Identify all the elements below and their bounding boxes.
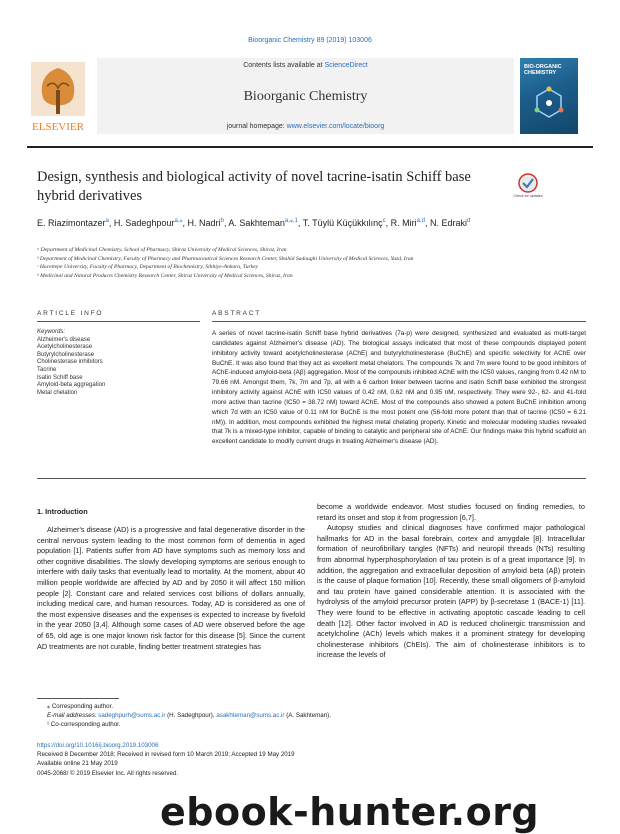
keyword: Butyrylcholinesterase xyxy=(37,351,95,358)
affiliation-d: ᵈ Medicinal and Natural Products Chemistry Research Center, Shiraz University of Medical Sciences, Shiraz, Iran xyxy=(37,272,293,279)
abstract-rule xyxy=(212,321,586,322)
keyword: Tacrine xyxy=(37,366,57,373)
journal-header xyxy=(27,58,593,138)
affiliation-list xyxy=(37,246,597,280)
intro-paragraph-1-cont: become a worldwide endeavor. Most studies focused on finding remedies, to retard its onset and stop it from progression [6,7]. xyxy=(317,502,585,522)
email-link-1[interactable]: sadeghpurh@sums.ac.ir xyxy=(98,712,166,719)
doi-link[interactable]: https://doi.org/10.1016/j.bioorg.2019.103006 xyxy=(37,742,159,749)
cover-title: BIO-ORGANIC CHEMISTRY xyxy=(524,64,562,76)
corresponding-note: ⁎ Corresponding author. xyxy=(47,703,114,710)
author-name[interactable]: A. Sakhteman xyxy=(228,218,285,228)
header-rule xyxy=(27,146,593,148)
homepage-prefix: journal homepage: xyxy=(226,123,287,130)
keyword: Amyloid-beta aggregation xyxy=(37,382,106,389)
author-affiliation-marker[interactable]: b xyxy=(220,218,224,224)
author-name[interactable]: N. Edraki xyxy=(429,218,467,228)
received-dates: Received 8 December 2018; Received in revised form 10 March 2019; Accepted 19 May 2019 xyxy=(37,751,295,759)
keywords-block xyxy=(37,329,187,397)
watermark-text: ebook-hunter.org xyxy=(160,790,540,834)
journal-citation-link[interactable]: Bioorganic Chemistry 89 (2019) 103006 xyxy=(248,37,372,44)
homepage-link[interactable]: www.elsevier.com/locate/bioorg xyxy=(286,123,385,130)
keyword: Isatin Schiff base xyxy=(37,374,83,381)
author-name[interactable]: T. Tüylü Küçükkılınç xyxy=(302,218,383,228)
email-note xyxy=(37,711,577,720)
footnote-rule xyxy=(37,698,119,699)
co-corresponding-note: ¹ Co-corresponding author. xyxy=(47,721,121,728)
author-affiliation-marker[interactable]: c xyxy=(382,218,386,224)
author-list: E. Riazimontazer$^a$, H. Sadeghpour$^{a,⁎}$, H. Nadri$^b$, A. Sakhteman$^{a,⁎,1}$, T. Tüylü Küçükkılınç$^c$, R. Miri$^{a,d}$, N. Edraki$^d$ xyxy=(37,218,471,228)
journal-info-panel xyxy=(97,58,514,134)
intro-paragraph-2: Autopsy studies and clinical diagnoses have confirmed major pathological hallmarks for AD in the basal forebrain, cortex and amygdale [8]. Intracellular formation of neurofibrillary tangles (NFTs) and neuropil threads (NTs) resulting from abnormal hyperphosphorylation of tau protein is of a great importance [9]. In addition, the aggregation and extracellular deposition of amyloid beta (Aβ) protein is the cause of plaque formation [10]. Recently, these small oligomers of β-amyloid and tau protein have gained considerable attention. It is associated with the hydrolysis of the amyloid precursor protein (APP) by β-secretase 1 (BACE-1) [11]. They were found to be effective in activating apoptotic cascade leading to cell death [12]. Other factor involved in AD is reduced cholinergic transmission and acetylcholine (ACh) levels which makes it a prominent strategy for developing cholinesterase inhibitors (ChEIs). The aim of cholinesterase inhibitors is to increase the levels of xyxy=(317,523,585,660)
email-owner-2: (A. Sakhteman). xyxy=(284,712,331,719)
journal-name: Bioorganic Chemistry xyxy=(243,89,368,104)
email-label: E-mail addresses: xyxy=(47,712,99,719)
intro-left-column xyxy=(37,525,305,652)
author-name[interactable]: H. Nadri xyxy=(187,218,221,228)
check-updates-label: Check for updates xyxy=(513,194,543,198)
footnotes xyxy=(37,702,577,729)
keyword: Alzheimer's disease xyxy=(37,336,91,343)
abstract-text: A series of novel tacrine-isatin Schiff base hybrid derivatives (7a-p) were designed, synthesized and evaluated as multi-target candidates against Alzheimer's disease (AD). The biological assays indicated that most of these compounds displayed potent inhibitory activity toward acetylcholinesterase (AChE) and butyrylcholinesterase (BuChE) and specific selectivity for AChE over BuChE. It was also found that they act as excellent metal chelators. The compounds 7k and 7m were found to be good inhibitors of AChE-induced amyloid-beta (Aβ) aggregation. Most of the compounds inhibited AChE with the IC50 values, ranging from 0.42 nM to 79.66 nM. Amongst them, 7k, 7m and 7p, all with a 6 carbon linker between tacrine and isatin Schiff base exhibited the strongest inhibitory activity against AChE with IC50 values of 0.42 nM, 0.62 nM and 0.95 nM, respectively. They were 92-, 62- and 41-fold more active than tacrine (IC50 = 38.72 nM) toward AChE. Most of the compounds also showed a potent BuChE inhibition among which 7d with an IC50 value of 0.11 nM for BuChE is the most potent one (56-fold more potent than that of tacrine (IC50 = 6.21 nM)). In addition, most compounds exhibited the highest metal chelating property. Kinetic and molecular modeling studies revealed that 7k is a mixed-type inhibitor, capable of binding to catalytic and peripheral site of AChE. Our findings make this hybrid scaffold an excellent candidate to modify current drugs in treating Alzheimer's disease (AD). xyxy=(212,330,586,446)
contents-prefix: Contents lists available at xyxy=(243,62,325,69)
article-title: Design, synthesis and biological activity of novel tacrine-isatin Schiff base hybrid derivatives xyxy=(37,169,471,204)
check-for-updates-icon[interactable] xyxy=(513,172,543,202)
article-info-rule xyxy=(37,321,200,322)
publication-info xyxy=(37,741,337,778)
elsevier-wordmark: ELSEVIER xyxy=(32,121,84,133)
affiliation-a: ᵃ Department of Medicinal Chemistry, School of Pharmacy, Shiraz University of Medical Sciences, Shiraz, Iran xyxy=(37,247,287,253)
author-affiliation-marker[interactable]: a xyxy=(105,218,109,224)
journal-cover-image xyxy=(520,58,578,134)
author-name[interactable]: H. Sadeghpour xyxy=(113,218,175,228)
contents-line xyxy=(97,62,514,69)
intro-paragraph-1: Alzheimer's disease (AD) is a progressive and fatal degenerative disorder in the central nervous system leading to the most common form of dementia in aged population [1]. Patients suffer from AD have symptoms such as memory loss and other cognitive disabilities. The slowly developing symptoms are serious enough to interfere with daily tasks that eventually lead to mortality. At the moment, about 40 million people worldwide are affected by AD and by 2050 it will affect 150 million people [2]. Constant care and related services cost billions of dollars annually, including medical care, and human resources. Today, AD is considered as one of the most expensive diseases and the expenses is expected to increase by fivefold in the year 2050 [3,4]. Although some cases of AD were observed before the age of 65, old age is one major known risk factor for this disease [5]. Since the current AD treatments are not curable, finding better treatment strategies has xyxy=(37,525,305,651)
keyword: Cholinesterase inhibitors xyxy=(37,359,103,366)
copyright-line: 0045-2068/ © 2019 Elsevier Inc. All rights reserved. xyxy=(37,769,179,777)
elsevier-logo xyxy=(27,60,89,136)
keyword: Metal chelation xyxy=(37,389,78,396)
email-owner-1: (H. Sadeghpour), xyxy=(165,712,217,719)
author-affiliation-marker[interactable]: a,⁎ xyxy=(174,218,183,224)
affiliation-c: ᶜ Hacettepe University, Faculty of Pharmacy, Department of Biochemistry, Sihhiye-Ankara, Turkey xyxy=(37,264,259,271)
email-link-2[interactable]: asakhteman@sums.ac.ir xyxy=(216,712,285,719)
introduction-heading: 1. Introduction xyxy=(37,507,88,516)
sciencedirect-link[interactable]: ScienceDirect xyxy=(324,62,368,69)
article-info-heading: ARTICLE INFO xyxy=(37,310,104,317)
author-affiliation-marker[interactable]: a,d xyxy=(416,218,425,224)
author-affiliation-marker[interactable]: d xyxy=(467,218,471,224)
author-name[interactable]: E. Riazimontazer xyxy=(37,218,106,228)
cover-molecule-icon xyxy=(530,86,568,124)
available-online: Available online 21 May 2019 xyxy=(37,760,118,768)
affiliation-b: ᵇ Department of Medicinal Chemistry, Faculty of Pharmacy and Pharmaceutical Sciences Research Center, Shahid Sadoughi University of Medical Sciences, Yazd, Iran xyxy=(37,255,414,262)
author-name[interactable]: R. Miri xyxy=(390,218,417,228)
abstract-heading: ABSTRACT xyxy=(212,310,262,317)
keywords-label: Keywords: xyxy=(37,329,66,335)
keyword: Acetylcholinesterase xyxy=(37,344,93,351)
intro-right-column xyxy=(317,502,585,661)
abstract-bottom-rule xyxy=(37,478,586,479)
homepage-line xyxy=(97,123,514,130)
author-affiliation-marker[interactable]: a,⁎,1 xyxy=(284,218,298,224)
